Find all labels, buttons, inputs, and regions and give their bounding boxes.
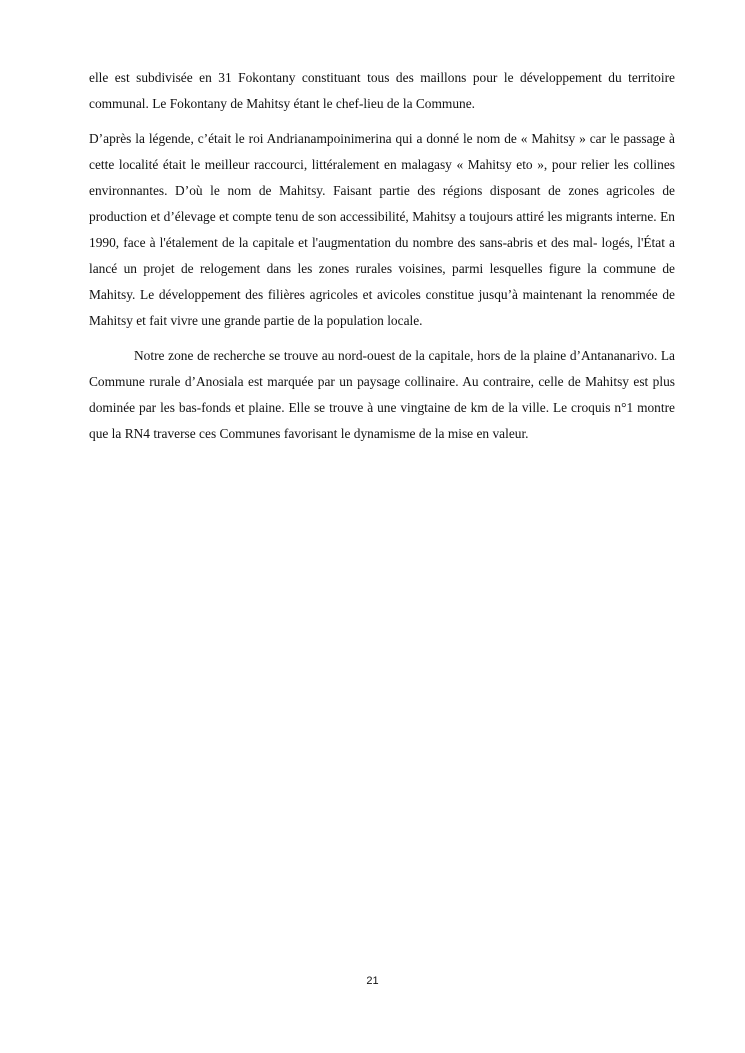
body-text [89,65,675,456]
paragraph-commune-subdivision: elle est subdivisée en 31 Fokontany constituant tous des maillons pour le développement du territoire communal. Le Fokontany de Mahitsy étant le chef-lieu de la Commune. [89,70,675,111]
paragraph-mahitsy-legend: D’après la légende, c’était le roi Andrianampoinimerina qui a donné le nom de « Mahitsy » car le passage à cette localité était le meilleur raccourci, littéralement en malagasy « Mahitsy eto », pour relier les collines environnantes. D’où le nom de Mahitsy. Faisant partie des régions disposant de zones agricoles de production et d’élevage et compte tenu de son accessibilité, Mahitsy a toujours attiré les migrants interne. En 1990, face à l'étalement de la capitale et l'augmentation du nombre des sans-abris et des mal- logés, l'État a lancé un projet de relogement dans les zones rurales voisines, parmi lesquelles figure la commune de Mahitsy. Le développement des filières agricoles et avicoles constitue jusqu’à maintenant la renommée de Mahitsy et fait vivre une grande partie de la population locale. [89,131,675,328]
paragraph-research-zone: Notre zone de recherche se trouve au nord-ouest de la capitale, hors de la plaine d’Antananarivo. La Commune rurale d’Anosiala est marquée par un paysage collinaire. Au contraire, celle de Mahitsy est plus dominée par les bas-fonds et plaine. Elle se trouve à une vingtaine de km de la ville. Le croquis n°1 montre que la RN4 traverse ces Communes favorisant le dynamisme de la mise en valeur. [89,348,675,441]
page-number: 21 [366,975,379,987]
